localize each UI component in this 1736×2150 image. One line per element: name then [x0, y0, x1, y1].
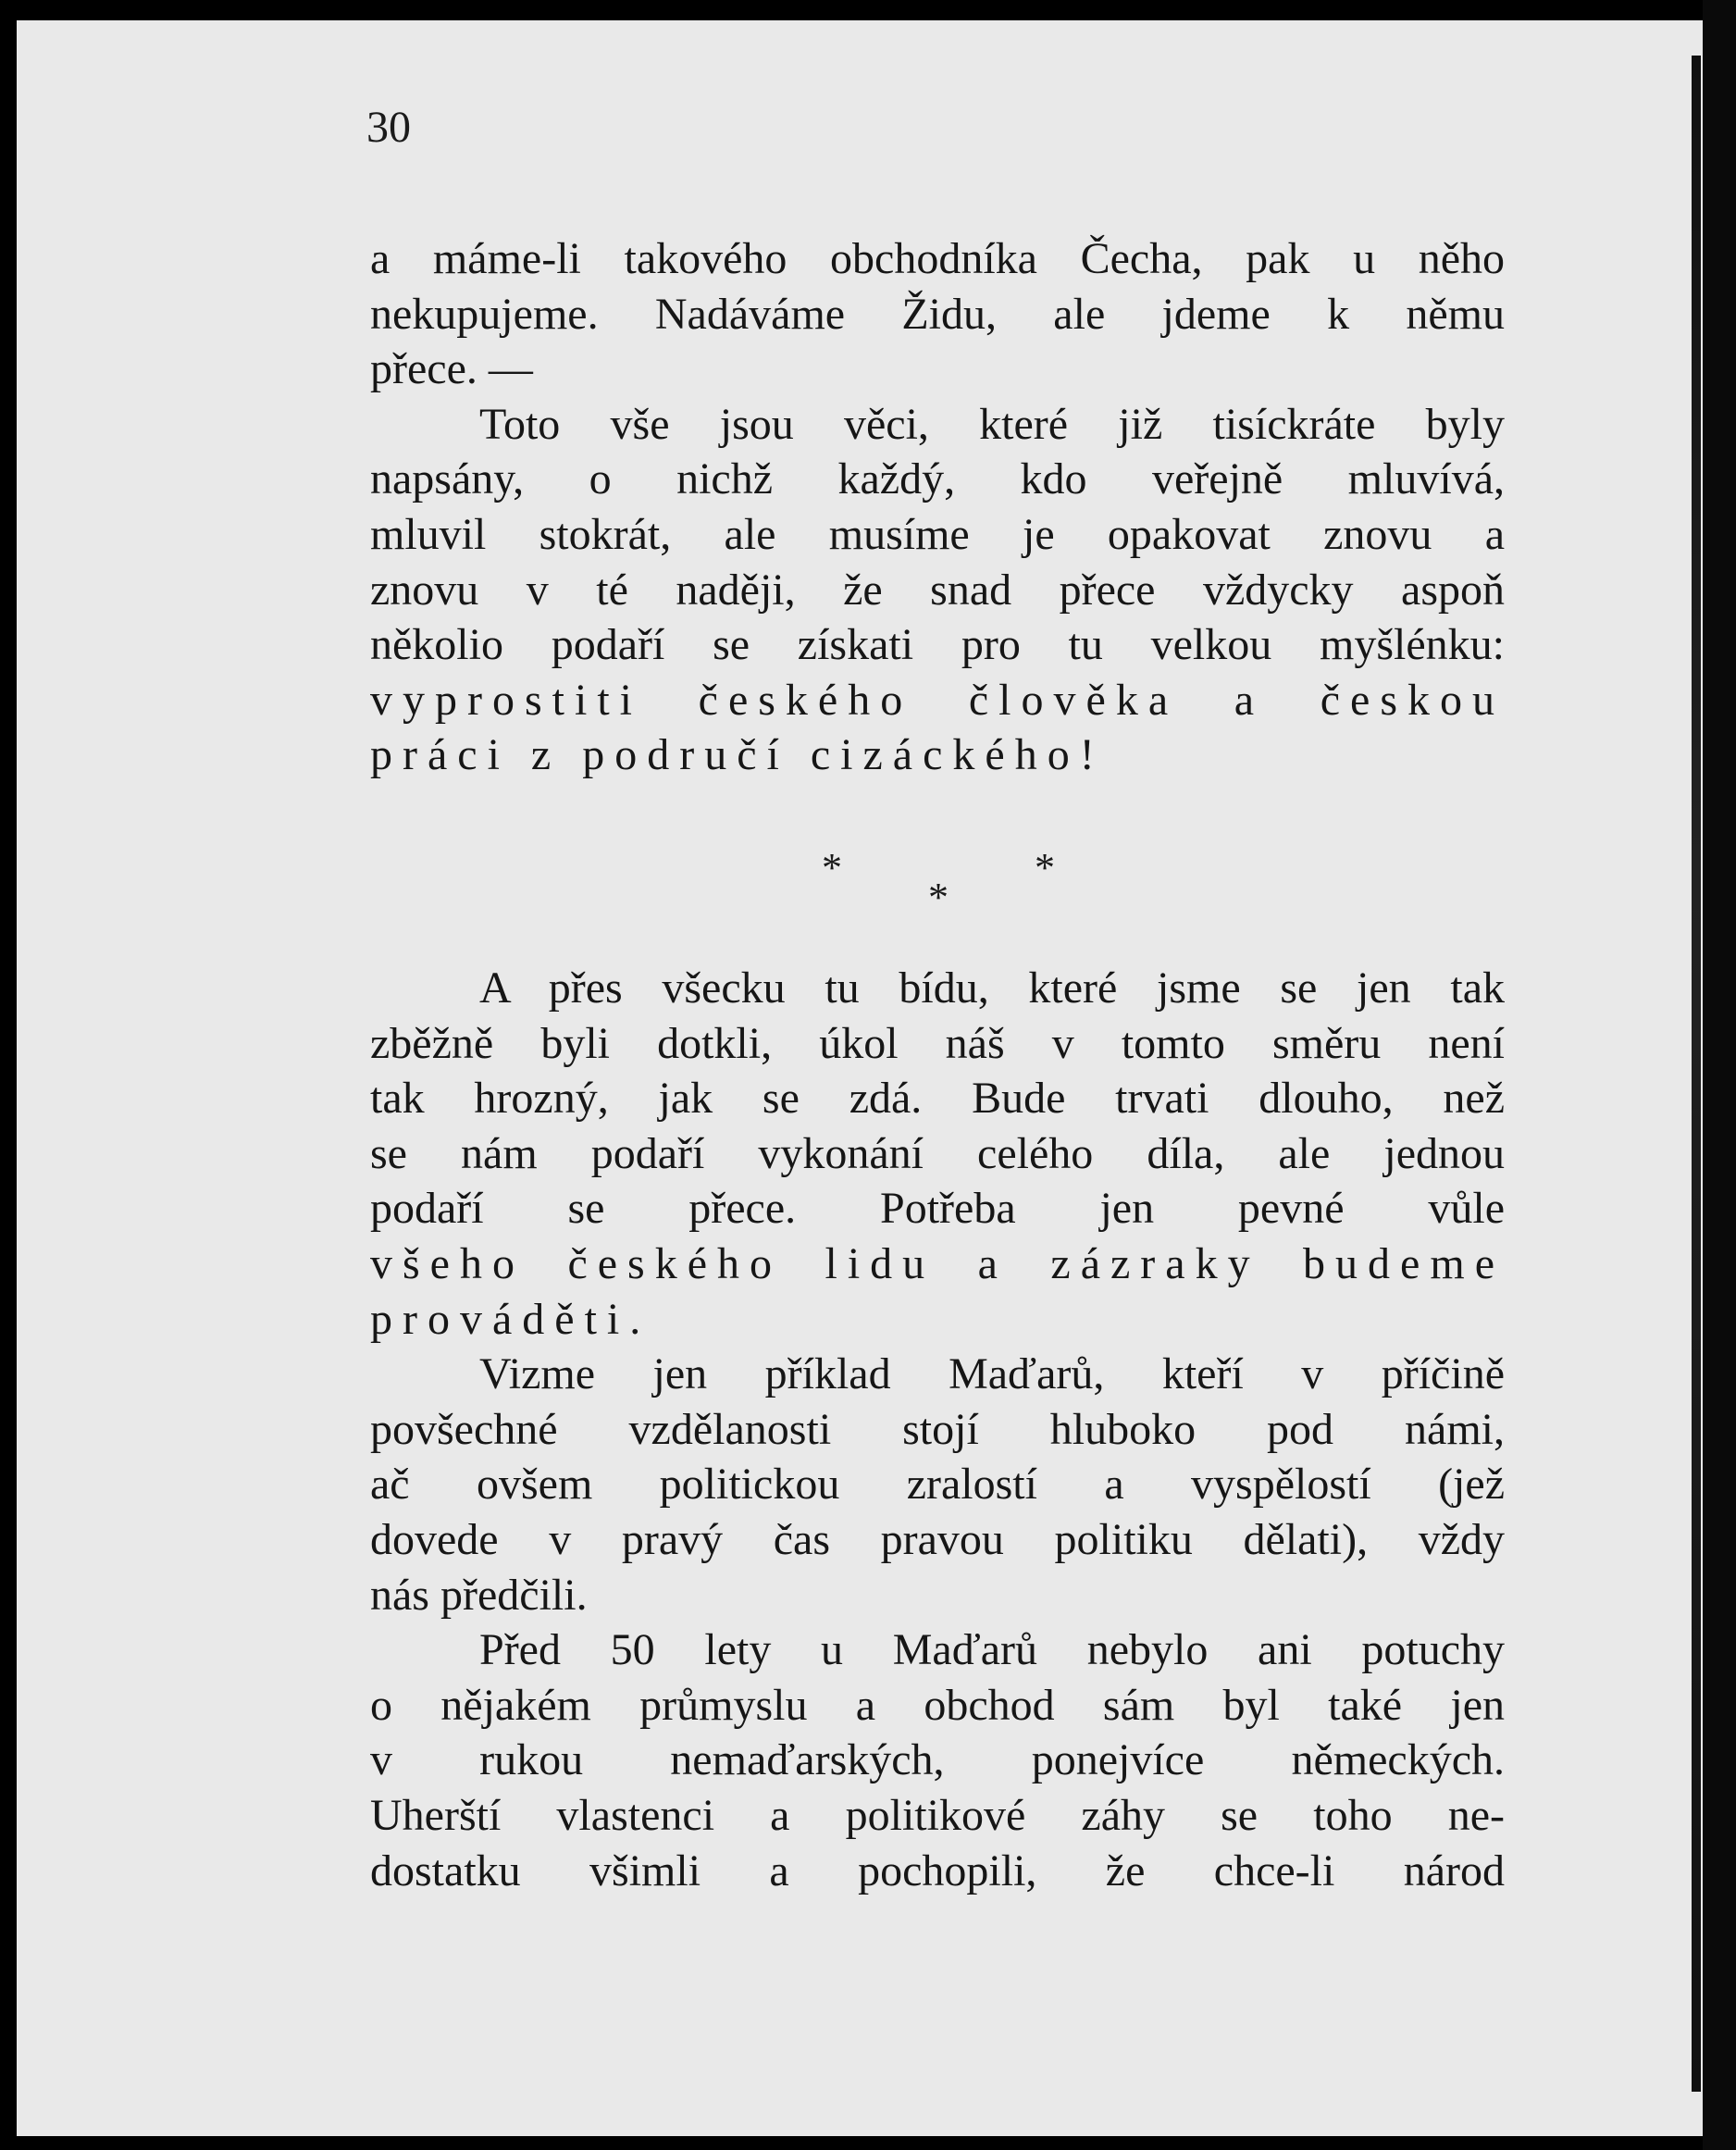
paragraph-block-1 — [370, 231, 1505, 783]
emphasized-text-line: vyprostiti českého člověka a českou — [370, 675, 1505, 725]
text-line: mluvil stokrát, ale musíme je opakovat znovu a — [370, 509, 1505, 559]
text-line: o nějakém průmyslu a obchod sám byl také jen — [370, 1680, 1505, 1730]
text-line: podaří se přece. Potřeba jen pevné vůle — [370, 1184, 1505, 1234]
text-line: napsány, o nichž každý, kdo veřejně mluvívá, — [370, 454, 1505, 504]
asterisk: * — [1035, 845, 1055, 890]
text-line: tak hrozný, jak se zdá. Bude trvati dlouho, než — [370, 1074, 1505, 1124]
text-line: se nám podaří vykonání celého díla, ale jednou — [370, 1128, 1505, 1178]
text-line: Před 50 lety u Maďarů nebylo ani potuchy — [479, 1625, 1505, 1675]
text-line: dostatku všimli a pochopili, že chce-li národ — [370, 1846, 1505, 1895]
text-line: a máme-li takového obchodníka Čecha, pak u něho — [370, 234, 1505, 283]
paragraph-block-2 — [370, 961, 1505, 1898]
text-line: povšechné vzdělanosti stojí hluboko pod námi, — [370, 1404, 1505, 1454]
text-line: Toto vše jsou věci, které již tisíckráte byly — [479, 399, 1505, 449]
text-line: Uherští vlastenci a politikové záhy se toho ne- — [370, 1790, 1505, 1840]
emphasized-text-line: prováděti. — [370, 1294, 651, 1344]
text-line: Vizme jen příklad Maďarů, kteří v příčině — [479, 1349, 1505, 1399]
emphasized-text-line: práci z područí cizáckého! — [370, 730, 1105, 780]
text-line: nekupujeme. Nadáváme Židu, ale jdeme k němu — [370, 289, 1505, 339]
text-line: znovu v té naději, že snad přece vždycky aspoň — [370, 565, 1505, 615]
text-line: nás předčili. — [370, 1570, 588, 1620]
page-edge-shadow — [1692, 56, 1701, 2092]
text-line: v rukou nemaďarských, ponejvíce německých. — [370, 1735, 1505, 1785]
page-number: 30 — [366, 103, 411, 152]
text-line: A přes všecku tu bídu, které jsme se jen tak — [479, 963, 1505, 1013]
text-line: dovede v pravý čas pravou politiku dělati), vždy — [370, 1514, 1505, 1564]
text-line: několio podaří se získati pro tu velkou myšlénku: — [370, 620, 1505, 670]
asterisk: * — [822, 845, 842, 890]
text-line: přece. — — [370, 344, 533, 394]
asterisk: * — [928, 875, 949, 920]
emphasized-text-line: všeho českého lidu a zázraky budeme — [370, 1238, 1505, 1288]
scan-border — [1703, 0, 1736, 2150]
text-line: ač ovšem politickou zralostí a vyspělostí (jež — [370, 1460, 1505, 1510]
text-line: zběžně byli dotkli, úkol náš v tomto směru není — [370, 1018, 1505, 1068]
